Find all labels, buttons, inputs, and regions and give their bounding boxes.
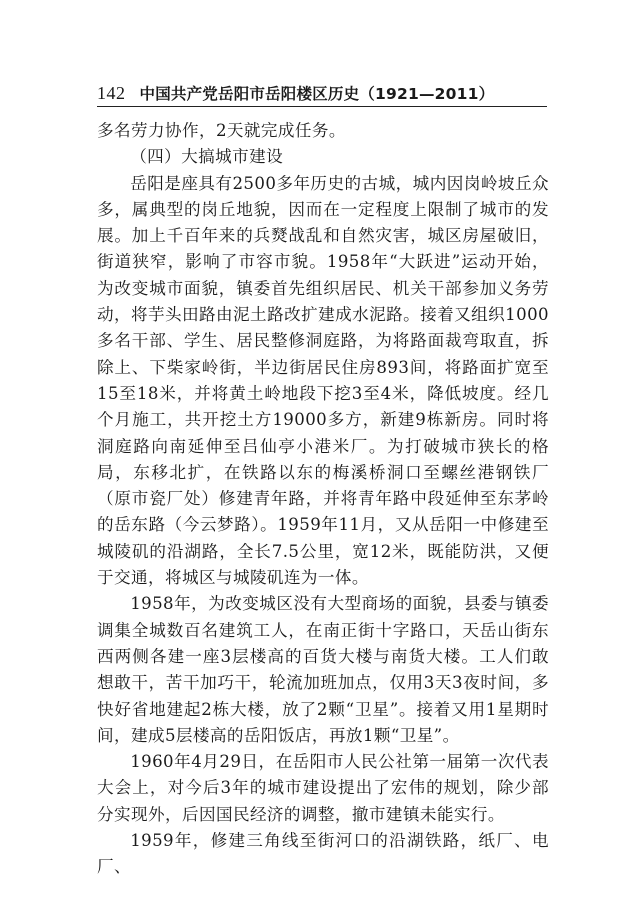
paragraph: 1959年，修建三角线至街河口的沿湖铁路，纸厂、电厂、 [97,831,549,877]
page-header [97,78,547,104]
running-title: 中国共产党岳阳市岳阳楼区历史（1921—2011） [139,85,495,103]
paragraph: 1958年，为改变城区没有大型商场的面貌，县委与镇委调集全城数百名建筑工人，在南正街十字路口，天岳山街东西两侧各建一座3层楼高的百货大楼与南货大楼。工人们敢想敢干，苦干加巧干，轮流加班加点，仅用3天3夜时间，多快好省地建起2栋大楼，放了2颗“卫星”。接着又用1星期时间，建成5层楼高的岳阳饭店，再放1颗“卫星”。 [97,594,549,745]
body-text [97,118,549,881]
paragraph: 1960年4月29日，在岳阳市人民公社第一届第一次代表大会上，对今后3年的城市建设提出了宏伟的规划，除少部分实现外，后因国民经济的调整，撤市建镇未能实行。 [97,752,549,824]
section-heading: （四）大搞城市建设 [130,147,284,167]
header-rule [97,106,547,107]
continuation-paragraph: 多名劳力协作，2天就完成任务。 [97,121,346,140]
paragraph: 岳阳是座具有2500多年历史的古城，城内因岗岭坡丘众多，属典型的岗丘地貌，因而在一定程度上限制了城市的发展。加上千百年来的兵燹战乱和自然灾害，城区房屋破旧，街道狭窄，影响了市容市貌。1958年“大跃进”运动开始，为改变城市面貌，镇委首先组织居民、机关干部参加义务劳动，将芋头田路由泥土路改扩建成水泥路。接着又组织1000多名干部、学生、居民整修洞庭路，为将路面裁弯取直，拆除上、下柴家岭街，半边街居民住房893间，将路面扩宽至15至18米，并将黄土岭地段下挖3至4米，降低坡度。经几个月施工，共开挖土方19000多方，新建9栋新房。同时将洞庭路向南延伸至吕仙亭小港米厂。为打破城市狭长的格局，东移北扩，在铁路以东的梅溪桥洞口至螺丝港钢铁厂（原市瓷厂处）修建青年路，并将青年路中段延伸至东茅岭的岳东路（今云梦路）。1959年11月，又从岳阳一中修建至城陵矶的沿湖路，全长7.5公里，宽12米，既能防洪，又便于交通，将城区与城陵矶连为一体。 [97,173,549,588]
page-number: 142 [97,83,126,103]
